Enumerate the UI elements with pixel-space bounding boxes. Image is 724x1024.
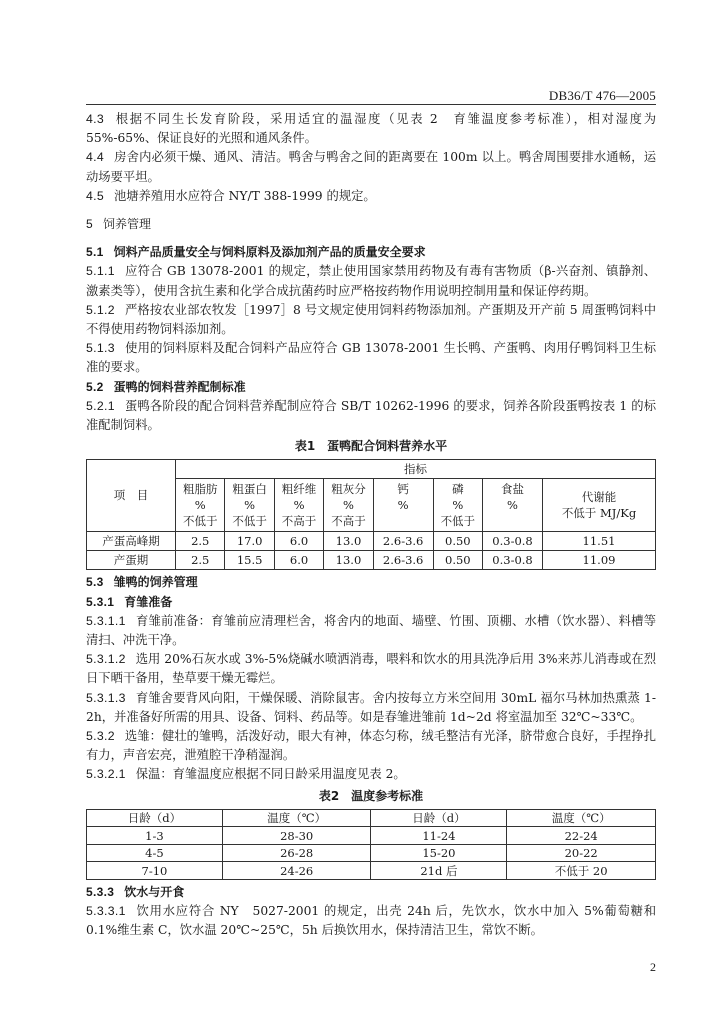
table-cell: 11.51 — [543, 532, 656, 551]
clause-5-1-1: 5.1.1 应符合 GB 13078-2001 的规定，禁止使用国家禁用药物及有毒有害物质（β-兴奋剂、镇静剂、激素类等），使用含抗生素和化学合成抗菌药时应严格按药物作用说明控制用量和保证停药期。 — [86, 264, 656, 298]
column-header: 温度（℃） — [222, 809, 371, 827]
column-header: 粗脂肪 % 不低于 — [176, 479, 225, 532]
table-row — [87, 827, 656, 845]
header-rule — [86, 104, 656, 105]
row-label: 产蛋期 — [87, 551, 176, 570]
clause-5-3-1-3: 5.3.1.3 育雏舍要背风向阳，干燥保暖、消除鼠害。舍内按每立方米空间用 30mL 福尔马林加热熏蒸 1-2h，并准备好所需的用具、设备、饲料、药品等。如是春雏进雏前 1d~2d 将室温加至 32℃~33℃。 — [86, 690, 656, 724]
table-cell: 24-26 — [222, 862, 371, 880]
column-header: 粗蛋白 % 不低于 — [225, 479, 274, 532]
table-cell: 26-28 — [222, 844, 371, 862]
table-row — [87, 460, 656, 479]
clause-5-3-2-1: 5.3.2.1 保温：育雏温度应根据不同日龄采用温度见表 2。 — [86, 767, 406, 782]
section-5-3-heading: 5.3 雏鸭的饲养管理 — [86, 575, 198, 590]
table-cell: 13.0 — [324, 551, 373, 570]
table-cell: 0.50 — [433, 532, 482, 551]
table-row — [87, 551, 656, 570]
table-row — [87, 532, 656, 551]
clause-5-3-2: 5.3.2 选雏：健壮的雏鸭，活泼好动，眼大有神，体态匀称，绒毛整洁有光泽，脐带愈合良好，手捏挣扎有力，声音宏亮，泄殖腔干净稍湿润。 — [86, 729, 656, 763]
table-cell: 7-10 — [87, 862, 223, 880]
table-cell: 21d 后 — [371, 862, 507, 880]
table-cell: 0.3-0.8 — [483, 551, 543, 570]
spacer — [86, 206, 656, 215]
table-cell: 4-5 — [87, 844, 223, 862]
clause-4-4: 4.4 房舍内必须干燥、通风、清洁。鸭舍与鸭舍之间的距离要在 100m 以上。鸭舍周围要排水通畅，运动场要平坦。 — [86, 150, 656, 184]
column-header: 温度（℃） — [507, 809, 656, 827]
row-label: 产蛋高峰期 — [87, 532, 176, 551]
table-header-group: 指标 — [176, 460, 656, 479]
spacer — [86, 234, 656, 243]
table-cell: 20-22 — [507, 844, 656, 862]
column-header: 粗纤维 % 不高于 — [274, 479, 323, 532]
clause-4-5: 4.5 池塘养殖用水应符合 NY/T 388-1999 的规定。 — [86, 188, 376, 203]
column-header: 钙 % — [373, 479, 433, 532]
table-cell: 15.5 — [225, 551, 274, 570]
table-row — [87, 862, 656, 880]
table-cell: 17.0 — [225, 532, 274, 551]
table-cell: 2.6-3.6 — [373, 532, 433, 551]
table-cell: 22-24 — [507, 827, 656, 845]
clause-5-1-2: 5.1.2 严格按农业部农牧发［1997］8 号文规定使用饲料药物添加剂。产蛋期及开产前 5 周蛋鸭饲料中不得使用药物饲料添加剂。 — [86, 302, 656, 337]
table-cell: 0.3-0.8 — [483, 532, 543, 551]
table-1-nutrition — [86, 459, 656, 570]
column-header: 粗灰分 % 不高于 — [324, 479, 373, 532]
table-cell: 11.09 — [543, 551, 656, 570]
clause-5-3-3-1: 5.3.3.1 饮用水应符合 NY 5027-2001 的规定，出壳 24h 后，先饮水，饮水中加入 5%葡萄糖和 0.1%维生素 C，饮水温 20℃~25℃，5h 后换饮用水，保持清洁卫生，常饮不断。 — [86, 904, 656, 938]
document-id: DB36/T 476—2005 — [548, 88, 656, 103]
column-header: 代谢能 不低于 MJ/Kg — [543, 479, 656, 532]
table-cell: 2.6-3.6 — [373, 551, 433, 570]
clause-4-3: 4.3 根据不同生长发育阶段，采用适宜的温湿度（见表 2 育雏温度参考标准），相对湿度为 55%-65%、保证良好的光照和通风条件。 — [86, 112, 656, 146]
table-cell: 28-30 — [222, 827, 371, 845]
table-cell: 13.0 — [324, 532, 373, 551]
section-5-3-3-heading: 5.3.3 饮水与开食 — [86, 884, 185, 899]
column-header: 磷 % 不低于 — [433, 479, 482, 532]
table-cell: 6.0 — [274, 551, 323, 570]
column-header: 日龄（d） — [87, 809, 223, 827]
table-cell: 11-24 — [371, 827, 507, 845]
table-cell: 6.0 — [274, 532, 323, 551]
page-number: 2 — [650, 960, 656, 974]
clause-5-2-1: 5.2.1 蛋鸭各阶段的配合饲料营养配制应符合 SB/T 10262-1996 的要求，饲养各阶段蛋鸭按表 1 的标准配制饲料。 — [86, 398, 656, 433]
section-5-1-heading: 5.1 饲料产品质量安全与饲料原料及添加剂产品的质量安全要求 — [86, 245, 426, 260]
clause-5-3-1-2: 5.3.1.2 选用 20%石灰水或 3%-5%烧碱水喷洒消毒，喂料和饮水的用具洗净后用 3%来苏儿消毒或在烈日下晒干备用，垫草要干燥无霉烂。 — [86, 652, 656, 686]
table-2-caption: 表2 温度参考标准 — [318, 788, 424, 803]
section-5-3-1-heading: 5.3.1 育雏准备 — [86, 594, 173, 609]
section-5-heading: 5 饲养管理 — [86, 217, 151, 232]
column-header: 日龄（d） — [371, 809, 507, 827]
clause-5-3-1-1: 5.3.1.1 育雏前准备：育雏前应清理栏舍，将舍内的地面、墙壁、竹围、顶棚、水槽（饮水器）、料槽等清扫、冲洗干净。 — [86, 613, 656, 648]
table-row — [87, 844, 656, 862]
table-cell: 2.5 — [176, 532, 225, 551]
table-cell: 不低于 20 — [507, 862, 656, 880]
section-5-2-heading: 5.2 蛋鸭的饲料营养配制标准 — [86, 379, 246, 394]
table-cell: 1-3 — [87, 827, 223, 845]
column-header: 食盐 % — [483, 479, 543, 532]
table-cell: 0.50 — [433, 551, 482, 570]
page-content — [86, 110, 656, 941]
table-header-item: 项 目 — [87, 460, 176, 532]
table-cell: 2.5 — [176, 551, 225, 570]
table-cell: 15-20 — [371, 844, 507, 862]
table-row — [87, 809, 656, 827]
table-2-temperature — [86, 809, 656, 880]
clause-5-1-3: 5.1.3 使用的饲料原料及配合饲料产品应符合 GB 13078-2001 生长鸭、产蛋鸭、肉用仔鸭饲料卫生标准的要求。 — [86, 341, 656, 375]
table-1-caption: 表1 蛋鸭配合饲料营养水平 — [294, 439, 448, 454]
